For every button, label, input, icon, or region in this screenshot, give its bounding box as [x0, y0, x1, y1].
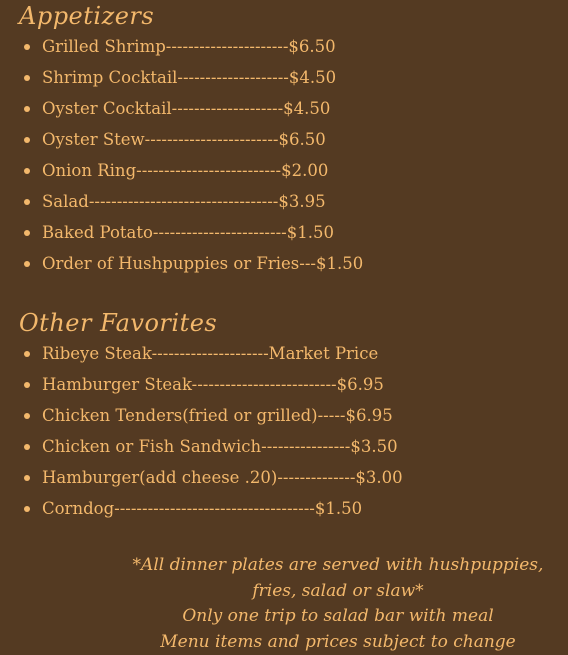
- menu-item-text: Shrimp Cocktail--------------------$4.50: [42, 68, 336, 87]
- list-item: [0, 129, 363, 160]
- list-item: [0, 374, 403, 405]
- bullet-icon: [24, 261, 30, 267]
- list-item: [0, 36, 363, 67]
- bullet-icon: [24, 199, 30, 205]
- appetizers-list: [0, 36, 363, 284]
- bullet-icon: [24, 168, 30, 174]
- list-item: [0, 160, 363, 191]
- list-item: [0, 67, 363, 98]
- menu-item-text: Onion Ring--------------------------$2.00: [42, 161, 328, 180]
- bullet-icon: [24, 475, 30, 481]
- list-item: [0, 98, 363, 129]
- menu-item-text: Grilled Shrimp----------------------$6.50: [42, 37, 336, 56]
- list-item: [0, 498, 403, 529]
- note-line: Only one trip to salad bar with meal: [40, 604, 568, 630]
- list-item: [0, 436, 403, 467]
- menu-item-text: Hamburger Steak--------------------------$6.95: [42, 375, 384, 394]
- appetizers-heading: Appetizers: [19, 4, 154, 28]
- bullet-icon: [24, 351, 30, 357]
- bullet-icon: [24, 230, 30, 236]
- list-item: [0, 467, 403, 498]
- other-favorites-list: [0, 343, 403, 529]
- menu-item-text: Ribeye Steak---------------------Market Price: [42, 344, 378, 363]
- list-item: [0, 253, 363, 284]
- list-item: [0, 222, 363, 253]
- note-line: Menu items and prices subject to change: [40, 630, 568, 655]
- menu-item-text: Oyster Stew------------------------$6.50: [42, 130, 326, 149]
- note-line: fries, salad or slaw*: [40, 579, 568, 605]
- menu-notes: [40, 553, 568, 655]
- menu-item-text: Order of Hushpuppies or Fries---$1.50: [42, 254, 363, 273]
- bullet-icon: [24, 75, 30, 81]
- menu-item-text: Corndog------------------------------------$1.50: [42, 499, 362, 518]
- note-line: *All dinner plates are served with hushpuppies,: [40, 553, 568, 579]
- bullet-icon: [24, 137, 30, 143]
- bullet-icon: [24, 106, 30, 112]
- other-favorites-heading: Other Favorites: [19, 311, 217, 335]
- list-item: [0, 405, 403, 436]
- menu-item-text: Oyster Cocktail--------------------$4.50: [42, 99, 330, 118]
- bullet-icon: [24, 444, 30, 450]
- menu-item-text: Hamburger(add cheese .20)--------------$3.00: [42, 468, 403, 487]
- menu-item-text: Salad----------------------------------$3.95: [42, 192, 326, 211]
- bullet-icon: [24, 44, 30, 50]
- list-item: [0, 191, 363, 222]
- list-item: [0, 343, 403, 374]
- menu-item-text: Chicken Tenders(fried or grilled)-----$6.95: [42, 406, 393, 425]
- bullet-icon: [24, 382, 30, 388]
- bullet-icon: [24, 413, 30, 419]
- menu-item-text: Chicken or Fish Sandwich----------------$3.50: [42, 437, 398, 456]
- menu-item-text: Baked Potato------------------------$1.50: [42, 223, 334, 242]
- bullet-icon: [24, 506, 30, 512]
